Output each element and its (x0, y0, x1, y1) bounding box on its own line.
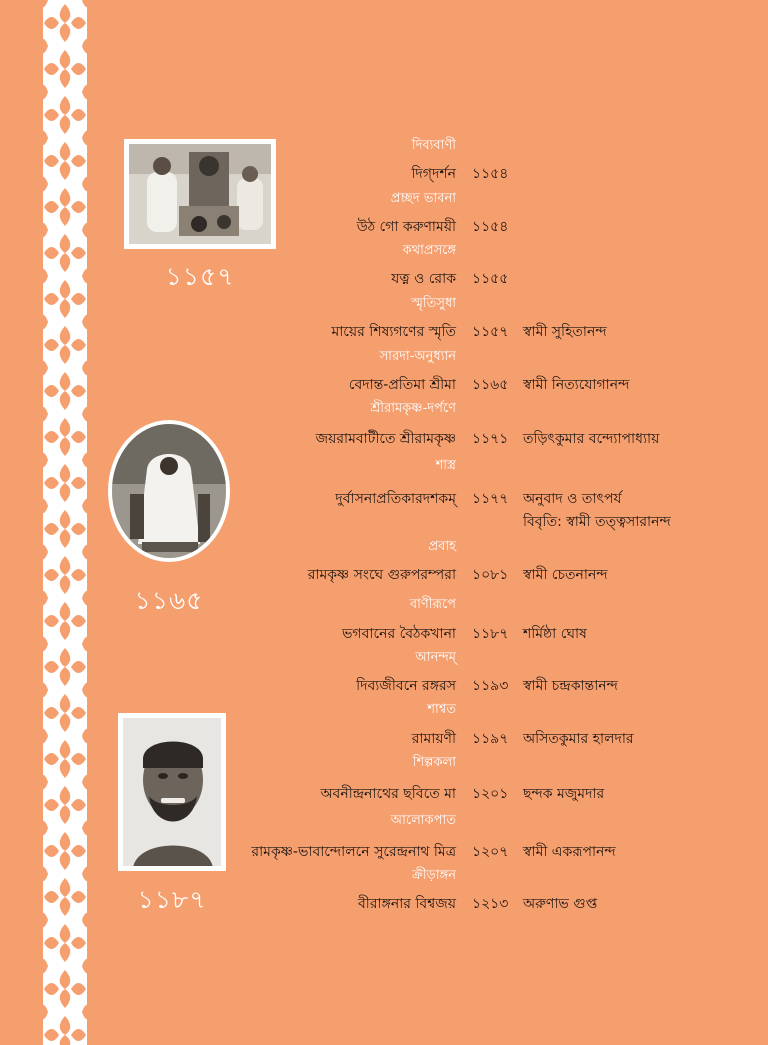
toc-category: আলোকপাত (390, 813, 456, 828)
toc-page: ১১৫৫ (472, 271, 509, 287)
toc-category: স্মৃতিসুধা (411, 296, 456, 311)
toc-title[interactable]: বেদান্ত-প্রতিমা শ্রীমা (348, 377, 456, 393)
toc-author-line2: বিবৃতি: স্বামী তত্ত্বসারানন্দ (523, 514, 671, 530)
toc-page: ১১৭৭ (472, 491, 509, 507)
toc-title[interactable]: অবনীন্দ্রনাথের ছবিতে মা (320, 786, 456, 802)
toc-category: বাণীরূপে (409, 597, 456, 612)
toc-title[interactable]: যত্ন ও রোক (391, 271, 456, 287)
toc-author: শর্মিষ্ঠা ঘোষ (523, 626, 587, 642)
toc-page: ১১৫৪ (472, 219, 509, 235)
toc-category: সারদা-অনুধ্যান (379, 349, 456, 364)
toc-page: ১১৬৫ (472, 377, 509, 393)
toc-category: আনন্দম্‌ (415, 650, 456, 665)
toc-author: স্বামী সুহিতানন্দ (523, 324, 607, 340)
toc-author: তড়িৎকুমার বন্দ্যোপাধ্যায় (523, 431, 660, 447)
toc-page: ১২১৩ (472, 896, 509, 912)
toc-title[interactable]: রামকৃষ্ণ-ভাবান্দোলনে সুরেন্দ্রনাথ মিত্র (251, 844, 456, 860)
toc-category: দিব্যবাণী (411, 138, 456, 153)
toc-title[interactable]: উঠ গো করুণাময়ী (356, 219, 456, 235)
toc-category: শ্রীরামকৃষ্ণ-দর্পণে (370, 401, 456, 416)
toc-page: ১১৯৭ (472, 731, 509, 747)
toc-page: ১১৯৩ (472, 678, 509, 694)
floral-pattern-icon (40, 0, 90, 1045)
toc-category: প্রচ্ছদ ভাবনা (390, 191, 456, 206)
photo-page-label: ১১৮৭ (137, 885, 207, 914)
photo-sri-ramakrishna (118, 713, 226, 871)
toc-page: ১০৮১ (472, 567, 509, 583)
toc-author: অনুবাদ ও তাৎপর্য (523, 491, 622, 507)
toc-title[interactable]: বীরাঙ্গনার বিশ্বজয় (358, 896, 456, 912)
toc-author: অসিতকুমার হালদার (523, 731, 634, 747)
photo-page-label: ১১৫৭ (165, 262, 235, 291)
toc-page: ১২০৭ (472, 844, 509, 860)
toc-author: স্বামী নিত্যযোগানন্দ (523, 377, 630, 393)
toc-title[interactable]: দিব্যজীবনে রঙ্গরস (356, 678, 456, 694)
toc-title[interactable]: দিগ্‌দর্শন (411, 166, 456, 182)
toc-title[interactable]: ভগবানের বৈঠকখানা (342, 626, 456, 642)
toc-title[interactable]: দুর্বাসনাপ্রতিকারদশকম্‌ (335, 491, 456, 507)
toc-category: শাশ্বত (427, 702, 456, 717)
toc-category: ক্রীড়াঙ্গন (411, 868, 456, 883)
toc-page: ১২০১ (472, 786, 509, 802)
toc-author: স্বামী চেতনানন্দ (523, 567, 608, 583)
decorative-border (40, 0, 90, 1045)
toc-title[interactable]: জয়রামবাটীতে শ্রীরামকৃষ্ণ (315, 431, 456, 447)
toc-title[interactable]: রামকৃষ্ণ সংঘে গুরুপরম্পরা (307, 567, 456, 583)
toc-page: ১১৫৭ (472, 324, 509, 340)
photo-page-label: ১১৬৫ (134, 586, 204, 615)
toc-category: শিল্পকলা (412, 755, 456, 770)
photo-holy-mother (108, 420, 230, 562)
toc-author: অরুণাভ গুপ্ত (523, 896, 598, 912)
toc-author: স্বামী একরূপানন্দ (523, 844, 616, 860)
photo-ritual-worship (124, 139, 276, 249)
toc-category: প্রবাহ (428, 539, 456, 554)
toc-category: কথাপ্রসঙ্গে (402, 243, 456, 258)
toc-page: ১১৭১ (472, 431, 509, 447)
toc-author: ছন্দক মজুমদার (523, 786, 605, 802)
toc-page: ১১৮৭ (472, 626, 509, 642)
toc-author: স্বামী চন্দ্রকান্তানন্দ (523, 678, 618, 694)
toc-page: ১১৫৪ (472, 166, 509, 182)
toc-title[interactable]: রামায়ণী (411, 731, 456, 747)
toc-title[interactable]: মায়ের শিষ্যগণের স্মৃতি (331, 324, 456, 340)
toc-category: শাস্ত্র (435, 458, 456, 473)
